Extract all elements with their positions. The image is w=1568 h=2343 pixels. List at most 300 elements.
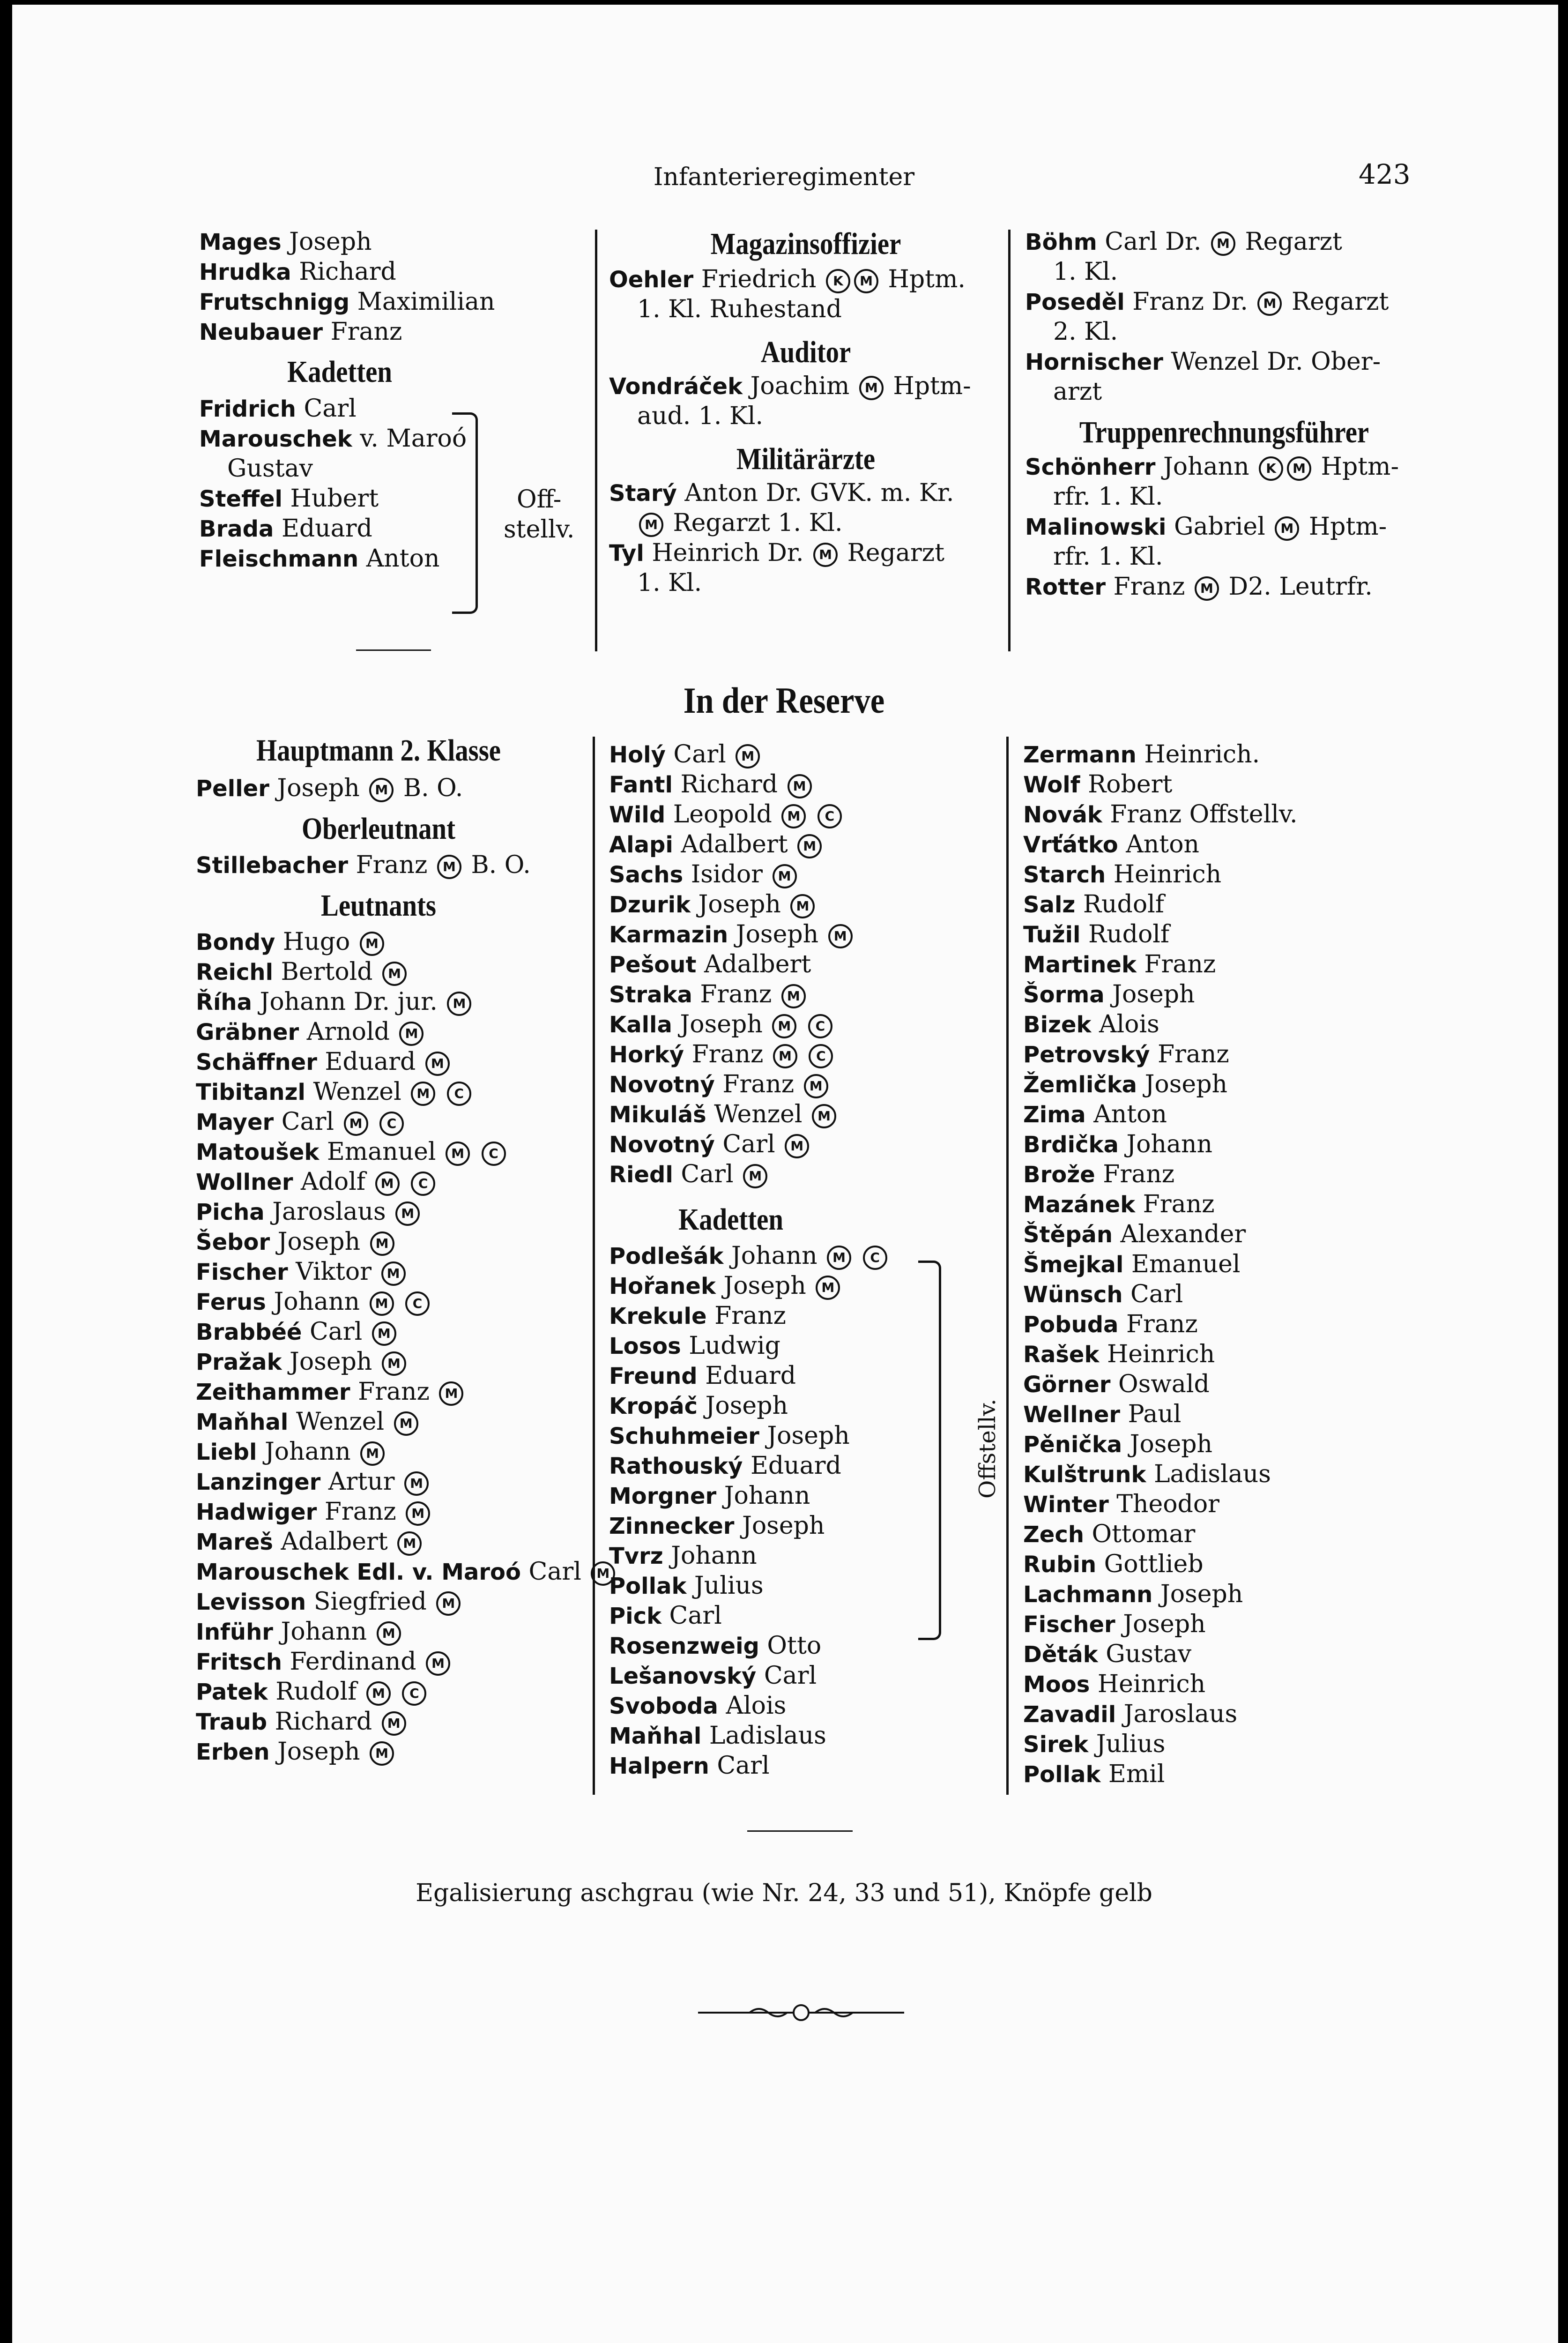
kadetten-res-heading: Kadetten [678,1202,783,1237]
given-name: Johann [671,1542,757,1570]
hauptmann-heading: Hauptmann 2. Klasse [256,733,501,768]
given-name: Carl [304,395,357,423]
list-item [199,227,583,257]
list-item [609,1421,1003,1451]
magazin-heading: Magazinsoffizier [710,227,901,261]
surname: Děták [1023,1642,1098,1668]
surname: Podlešák [609,1243,724,1269]
m-icon: M [372,1321,396,1346]
list-item [1023,1729,1426,1759]
list-item [1023,1039,1426,1069]
surname: Tužil [1023,922,1081,948]
m-icon: M [797,834,822,858]
given-name: Wenzel [714,1100,803,1128]
surname: Ferus [196,1289,266,1315]
given-name: Franz [1103,1160,1175,1188]
surname: Říha [196,989,252,1015]
surname: Fantl [609,772,673,798]
m-icon: M [788,774,812,798]
surname: Holý [609,742,666,768]
surname: Zima [1023,1102,1086,1128]
surname: Maňhal [609,1723,702,1749]
given-name: Joseph [1160,1580,1243,1608]
top-col3: Böhm Carl Dr. M Regarzt 1. Kl. Poseděl Franz Dr. M Regarzt 2. Kl. Hornischer Wenzel Dr. Ober- arzt Truppenrechnungsführer Schönherr Johann K M Hptm- rfr. 1. Kl. Malinowski Gabriel M Hptm- rfr. 1. Kl. Rotter Franz M D2. Leutrfr. [1025,228,1399,601]
list-item [1023,1159,1426,1189]
surname: Brdička [1023,1132,1119,1158]
m-icon: M [360,932,384,956]
m-icon: M [439,1381,463,1406]
surname: Lachmann [1023,1582,1153,1608]
surname: Novotný [609,1072,715,1098]
surname: Steffel [199,486,282,512]
list-item [196,1107,589,1137]
given-name: Carl [669,1602,722,1630]
list-item [1023,1459,1426,1489]
list-item [609,1241,1003,1271]
oberleutnant-heading: Oberleutnant [302,812,455,846]
given-name: Richard [299,258,396,286]
surname: Görner [1023,1372,1111,1398]
list-item [609,1391,1003,1421]
surname: Šorma [1023,982,1105,1008]
given-name: Heinrich [1097,1670,1206,1698]
list-item [196,1257,589,1287]
m-icon: M [436,1591,461,1616]
given-name: Ottomar [1092,1520,1196,1548]
surname: Pěnička [1023,1432,1122,1458]
list-item [196,1347,589,1377]
surname: Brože [1023,1162,1095,1188]
given-name: Eduard [325,1048,416,1076]
list-item [609,739,1003,769]
surname: Rašek [1023,1342,1100,1368]
offstellv-brace-2 [918,1261,941,1640]
surname: Štěpán [1023,1222,1113,1248]
given-name: Johann [264,1438,351,1466]
surname: Zermann [1023,742,1137,768]
given-name: Theodor [1116,1490,1219,1518]
m-icon: M [781,804,806,828]
list-item [609,1361,1003,1391]
list-item [1023,1129,1426,1159]
list-item [196,1467,589,1497]
list-item [196,1407,589,1437]
surname: Vrťátko [1023,832,1118,858]
c-icon: C [808,1014,832,1038]
list-item [196,1707,589,1737]
surname: Kulštrunk [1023,1462,1146,1488]
surname: Schuhmeier [609,1423,759,1449]
list-item [199,257,583,287]
m-icon: M [425,1052,450,1076]
list-item [196,1377,589,1407]
list-item [609,1271,1003,1301]
surname: Novotný [609,1132,715,1158]
m-icon: M [446,1142,470,1166]
given-name: Carl [1130,1280,1183,1308]
surname: Zech [1023,1522,1084,1548]
given-name: Julius [1096,1730,1166,1758]
surname: Tibitanzl [196,1079,305,1105]
list-item [1023,1429,1426,1459]
given-name: Joseph [723,1272,806,1300]
given-name: Adolf [301,1168,366,1196]
surname: Pobuda [1023,1312,1119,1338]
leutnants-heading: Leutnants [320,888,437,923]
m-icon: M [1195,576,1219,601]
surname: Pick [609,1603,662,1629]
list-item [609,1451,1003,1481]
list-item [609,1511,1003,1541]
offstellv-vertical: Offstellv. [974,1398,1001,1499]
list-item [1023,1579,1426,1609]
given-name: Johann [731,1242,817,1270]
surname: Šebor [196,1229,270,1255]
list-item [196,1047,589,1077]
given-name: Anton [1093,1100,1167,1128]
surname: Brabbéé [196,1319,302,1345]
list-item [1023,889,1426,919]
given-name: Joseph [736,920,819,948]
given-name: Carl [764,1662,817,1690]
given-name: Paul [1128,1400,1182,1428]
given-name: Ladislaus [709,1722,826,1750]
surname: Zavadil [1023,1701,1116,1728]
surname: Picha [196,1199,265,1225]
surname: Sirek [1023,1731,1089,1758]
given-name: Anton [366,545,440,573]
list-item [1023,1339,1426,1369]
surname: Rathouský [609,1453,743,1479]
list-item [196,1647,589,1677]
m-icon: M [426,1651,450,1676]
given-name: Adalbert [281,1528,388,1556]
running-header: Infanterieregimenter [653,163,915,191]
list-item [1023,1549,1426,1579]
surname: Novák [1023,802,1102,828]
list-item [196,1617,589,1647]
list-item [196,1527,589,1557]
given-name: Johann [281,1618,367,1646]
m-icon: M [381,1261,406,1286]
surname: Fridrich [199,396,296,422]
given-name: Franz [330,318,402,346]
surname: Fischer [196,1259,288,1285]
given-name: Robert [1088,770,1173,798]
surname: Wollner [196,1169,293,1195]
given-name: Johann Dr. jur. [260,988,438,1016]
given-name: Joseph [1144,1070,1227,1098]
given-name: Alexander [1120,1220,1246,1248]
surname: Liebl [196,1439,257,1465]
list-item [609,1751,1003,1781]
given-name: Richard [680,770,778,798]
given-name: Richard [275,1708,372,1736]
given-name: Franz [1144,950,1216,978]
list-item [609,1039,1003,1069]
list-item [199,424,583,454]
list-item [199,544,583,574]
surname: Mareš [196,1529,273,1555]
given-name: Joseph [705,1392,788,1420]
list-item [196,1227,589,1257]
surname: Fleischmann [199,546,359,572]
surname: Svoboda [609,1693,718,1719]
surname: Losos [609,1333,681,1359]
m-icon: M [773,1044,797,1068]
c-icon: C [411,1172,435,1196]
m-icon: M [859,376,884,400]
surname: Moos [1023,1671,1090,1698]
given-name: Gustav [227,455,313,483]
list-item [609,1571,1003,1601]
given-name: Joseph [680,1010,763,1038]
reserve-col1: Hauptmann 2. Klasse Peller Joseph M B. O. Oberleutnant Stillebacher Franz M B. O. Leutnants Bondy Hugo M Reichl Bertold M Říha Johann Dr. jur. M Gräbner Arnold M Schäffner Eduard M Tibitanzl Wenzel M C Mayer Carl M C Matoušek Emanuel M C Wollner Adolf M C Picha Jaroslaus M Šebor Joseph M Fischer Viktor M Ferus Johann M C Brabbéé Carl M Pražak Joseph M Zeithammer Franz M Maňhal Wenzel M Liebl Johann M Lanzinger Artur M Hadwiger Franz M Mareš Adalbert M Marouschek Edl. v. Maroó Carl M Levisson Siegfried M Inführ Johann M Fritsch Ferdinand M Patek Rudolf M C Traub Richard M Erben Joseph M [196,736,589,1767]
c-icon: C [482,1142,506,1166]
surname: Kalla [609,1012,672,1038]
m-icon: M [827,1246,851,1270]
given-name: Alois [726,1692,787,1720]
given-name: Carl [681,1160,734,1188]
surname: Fritsch [196,1649,282,1675]
surname: Reichl [196,959,274,985]
surname: Wellner [1023,1402,1121,1428]
m-icon: M [813,543,838,567]
m-icon: M [1257,291,1282,316]
m-icon: M [360,1441,385,1466]
top-col2: Magazinsoffizier Oehler Friedrich K M Hptm. 1. Kl. Ruhestand Auditor Vondráček Joachim M Hptm- aud. 1. Kl. Militärärzte Starý Anton Dr. GVK. m. Kr. M Regarzt 1. Kl. Tyl Heinrich Dr. M Regarzt 1. Kl. [609,224,1003,598]
list-item [196,1587,589,1617]
list-item [609,1631,1003,1661]
list-item [196,957,589,987]
list-item [1023,1399,1426,1429]
c-icon: C [863,1246,887,1270]
given-name: Arnold [306,1018,390,1046]
m-icon: M [382,962,407,986]
given-name: Carl [281,1108,334,1136]
given-name: Franz [714,1302,786,1330]
divider [356,649,431,651]
list-item [1023,859,1426,889]
m-icon: M [370,1741,394,1766]
given-name: Joseph [742,1512,825,1540]
surname: Maňhal [196,1409,289,1435]
surname: Erben [196,1739,270,1765]
surname: Pražak [196,1349,282,1375]
c-icon: C [809,1044,833,1068]
surname: Sachs [609,862,684,888]
column-rule [1008,230,1011,651]
m-icon: M [395,1201,420,1226]
list-item [1023,1639,1426,1669]
given-name: Carl [528,1558,581,1586]
offstellv-brace [452,412,478,614]
m-icon: M [781,984,806,1008]
list-item [609,829,1003,859]
list-item [609,1301,1003,1331]
surname: Hořanek [609,1273,716,1299]
given-name: Alois [1099,1010,1159,1038]
m-icon: M [397,1531,422,1556]
list-item [1023,799,1426,829]
surname: Pešout [609,952,697,978]
m-icon: M [1287,456,1311,481]
reserve-col3 [1023,739,1426,1789]
list-item [1023,1519,1426,1549]
m-icon: M [828,924,853,948]
surname: Martinek [1023,952,1137,978]
surname: Horký [609,1042,684,1068]
ornament [698,2001,904,2024]
given-name: Wenzel [313,1078,401,1106]
list-item [1023,1309,1426,1339]
surname: Zinnecker [609,1513,735,1539]
list-item [1023,739,1426,769]
given-name: Franz [1126,1310,1198,1338]
k-icon: K [826,269,850,293]
list-item [1023,979,1426,1009]
given-name: Franz [722,1070,795,1098]
surname: Starch [1023,862,1106,888]
given-name: Gottlieb [1104,1550,1204,1578]
given-name: Rudolf [1088,920,1170,948]
given-name: Siegfried [313,1588,427,1616]
column-rule [593,737,595,1795]
list-item [609,1009,1003,1039]
given-name: Hubert [290,485,379,513]
given-name: Joseph [277,1738,360,1766]
surname: Salz [1023,892,1076,918]
list-item [199,287,583,317]
list-item [196,1197,589,1227]
surname: Inführ [196,1619,273,1645]
m-icon: M [382,1351,406,1376]
given-name: Franz [358,1378,430,1406]
m-icon: M [344,1112,368,1136]
list-item [196,1137,589,1167]
given-name: Heinrich. [1144,740,1260,769]
list-item [609,919,1003,949]
list-item [1023,1219,1426,1249]
list-item [609,1691,1003,1721]
given-name: Adalbert [681,830,788,858]
given-name: Leopold [673,800,772,828]
footer-note: Egalisierung aschgrau (wie Nr. 24, 33 und 51), Knöpfe gelb [416,1879,1152,1907]
list-item [199,394,583,424]
list-item [196,1017,589,1047]
list-item [609,1661,1003,1691]
surname: Petrovský [1023,1042,1150,1068]
given-name: Eduard [750,1452,841,1480]
surname: Wild [609,802,666,828]
given-name: Oswald [1118,1370,1210,1398]
list-item [196,927,589,957]
list-item [196,1287,589,1317]
surname: Šmejkal [1023,1252,1124,1278]
surname: Pollak [1023,1761,1101,1788]
list-item [196,1677,589,1707]
surname: Riedl [609,1162,673,1188]
surname: Alapi [609,832,673,858]
list-item [609,1099,1003,1129]
m-icon: M [772,1014,796,1038]
surname: Neubauer [199,319,323,345]
m-icon: M [816,1276,840,1300]
truppen-heading: Truppenrechnungsführer [1079,415,1369,449]
m-icon: M [369,778,394,802]
surname: Wünsch [1023,1282,1123,1308]
surname: Dzurik [609,892,691,918]
given-name: Heinrich [1107,1340,1215,1368]
surname: Karmazin [609,922,728,948]
given-name: Adalbert [704,950,811,978]
c-icon: C [402,1681,426,1706]
given-name: Emanuel [327,1138,436,1166]
list-item [1023,1009,1426,1039]
m-icon: M [375,1172,400,1196]
list-item [609,979,1003,1009]
m-icon: M [743,1164,767,1188]
k-icon: K [1259,456,1283,481]
m-icon: M [785,1134,809,1158]
list-item [609,949,1003,979]
surname: Morgner [609,1483,717,1509]
c-icon: C [379,1112,404,1136]
list-item [1023,1699,1426,1729]
surname: Patek [196,1679,268,1705]
list-item [1023,1099,1426,1129]
given-name: Heinrich [1113,860,1222,888]
given-name: Bertold [281,958,373,986]
m-icon: M [804,1074,828,1098]
m-icon: M [812,1104,836,1128]
list-item [1023,1369,1426,1399]
list-item [1023,1489,1426,1519]
given-name: Joseph [290,1348,372,1376]
list-item [196,1437,589,1467]
given-name: Ludwig [689,1332,780,1360]
given-name: Gustav [1106,1640,1192,1668]
surname: Frutschnigg [199,289,350,315]
list-item [609,1159,1003,1189]
given-name: Joseph [1112,980,1195,1008]
list-item [1023,829,1426,859]
list-item [1023,1669,1426,1699]
list-item [199,317,583,347]
list-item [609,1541,1003,1571]
list-item [609,1129,1003,1159]
given-name: Otto [767,1632,822,1660]
given-name: Isidor [691,860,763,888]
list-item [609,1721,1003,1751]
c-icon: C [817,804,842,828]
surname: Kropáč [609,1393,698,1419]
reserve-heading: In der Reserve [683,680,885,721]
m-icon: M [399,1022,424,1046]
given-name: Maximilian [357,288,495,316]
surname: Rosenzweig [609,1633,759,1659]
surname: Marouschek [199,426,352,452]
given-name: Franz [1143,1190,1215,1218]
given-name: Carl [673,740,726,769]
surname: Freund [609,1363,698,1389]
m-icon: M [394,1411,418,1436]
surname: Gräbner [196,1019,299,1045]
given-name: Artur [328,1468,395,1496]
given-name: Joseph [289,228,372,256]
given-name: Carl [717,1752,770,1780]
list-item [199,454,583,484]
